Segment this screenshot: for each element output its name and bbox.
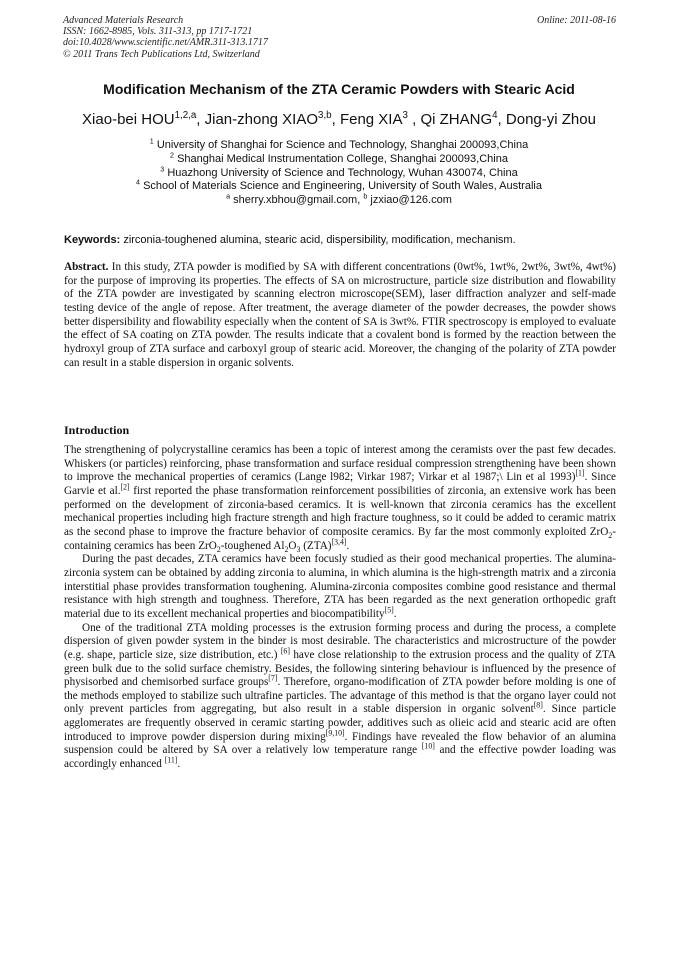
subscript: 2	[216, 544, 221, 554]
affiliation	[0, 164, 678, 181]
journal-copyright: © 2011 Trans Tech Publications Ltd, Switzerland	[63, 48, 260, 60]
author-name: Feng XIA	[339, 111, 403, 128]
email-mark: b	[363, 192, 368, 201]
journal-doi: doi:10.4028/www.scientific.net/AMR.311-313.1717	[63, 37, 268, 49]
paragraph-text: The strengthening of polycrystalline ceramics has been a topic of interest among the ceramists over the past few decades. Whiskers (or particles) reinforcing, phase transformation and surface residual compression strengthening have been shown to improve the mechanical properties of ceramics (Lange l982; Virkar 1987; Virkar et al 1987;\ Lin et al 1993)	[64, 444, 616, 484]
affiliation-number: 4	[136, 178, 141, 187]
affiliation-number: 3	[160, 164, 165, 173]
paragraph-text: One of the traditional ZTA molding processes is the extrusion forming process and during the process, a complete dispersion of given powder system in the binder is most desirable. The characteristics and microstructure of the powder (e.g. shape, particle size, size distribution, etc.)	[64, 621, 616, 661]
email-line	[0, 194, 678, 208]
citation[interactable]: [8]	[533, 700, 543, 710]
paragraph-text: .	[393, 607, 397, 620]
paragraph-text: -containing ceramics has been ZrO	[64, 525, 616, 552]
author-affiliation-mark: 3,b	[318, 110, 332, 121]
paragraph-text: During the past decades, ZTA ceramics have been focusly studied as their good mechanical properties. The alumina-zirconia system can be obtained by adding zirconia to alumina, in which alumina is the high-strength matrix and a zirconia interstitial phase provides transformation toughening. Alumina-zirconia composites combine good resistance and thermal resistance with high strength and toughness. Therefore, ZTA has been regarded as the next generation orthopedic graft material due to its excellent mechanical properties and biocompatibility	[64, 553, 616, 620]
paragraph-text: have close relationship to the extrusion process and the quality of ZTA green bulk due to the solid surface chemistry. Besides, the following sintering behaviour is influenced by the presence of physisorbed and chemisorbed surface groups	[64, 648, 616, 689]
citation[interactable]: [3,4]	[331, 536, 347, 546]
affiliation-text: Huazhong University of Science and Technology, Wuhan 430074, China	[167, 166, 518, 179]
subscript: 2	[284, 544, 289, 554]
author-affiliation-mark: 3	[402, 110, 408, 121]
affiliation	[0, 180, 678, 194]
author-affiliation-mark: 4	[492, 110, 498, 121]
affiliation	[0, 153, 678, 167]
affiliation-text: Shanghai Medical Instrumentation College, Shanghai 200093,China	[177, 152, 508, 165]
paragraph-text: .	[346, 539, 350, 552]
paragraph-text: (ZTA)	[300, 539, 332, 552]
citation[interactable]: [10]	[421, 741, 435, 751]
introduction-body	[64, 444, 616, 772]
citation[interactable]: [9,10]	[325, 728, 345, 738]
citation[interactable]: [1]	[575, 468, 585, 478]
paragraph-text: . Since Garvie et al.	[64, 471, 617, 497]
citation[interactable]: [2]	[120, 482, 130, 492]
email-a[interactable]: sherry.xbhou@gmail.com,	[233, 194, 361, 207]
affiliation	[0, 139, 678, 153]
author-name: Qi ZHANG	[420, 111, 493, 128]
keywords	[64, 233, 616, 247]
affiliation-number: 2	[170, 151, 175, 160]
journal-name: Advanced Materials Research	[63, 15, 184, 26]
subscript: 2	[608, 531, 613, 541]
email-b[interactable]: jzxiao@126.com	[370, 194, 452, 207]
subscript: 3	[296, 544, 301, 554]
journal-header	[63, 15, 268, 60]
citation[interactable]: [5]	[384, 605, 394, 615]
keywords-text: zirconia-toughened alumina, stearic acid, dispersibility, modification, mechanism.	[123, 234, 516, 246]
affiliation-text: University of Shanghai for Science and Technology, Shanghai 200093,China	[156, 139, 529, 151]
author-affiliation-mark: 1,2,a	[174, 110, 197, 121]
author-name: Xiao-bei HOU	[82, 111, 175, 128]
abstract	[64, 261, 616, 370]
online-date: Online: 2011-08-16	[537, 15, 616, 26]
paragraph	[64, 553, 616, 621]
affiliation-list	[0, 139, 678, 208]
paragraph-text: . Therefore, organo-modification of ZTA powder before molding is one of the methods employed to stabilize such ultrafine particles. The advantage of this method is that the organo layer could not only prevent particles from aggregating, but also result in a stable dispersion in organic solvent	[64, 676, 616, 716]
abstract-label: Abstract.	[64, 261, 109, 273]
affiliation-number: 1	[149, 137, 154, 146]
journal-issn: ISSN: 1662-8985, Vols. 311-313, pp 1717-1721	[63, 26, 253, 38]
section-heading-introduction: Introduction	[64, 423, 130, 437]
citation[interactable]: [11]	[164, 755, 178, 765]
citation[interactable]: [7]	[268, 673, 278, 683]
paragraph-text: first reported the phase transformation reinforcement possibilities of zirconia, an extensive work has been performed on the development of zirconia-based ceramics. It is well-known that zirconia ceramics has the excellent mechanical properties including high fracture strength and high fracture toughness, so it could be added to ceramic matrix as the second phase to improve the fracture behavior of composite ceramics. By far the most commonly exploited ZrO	[64, 484, 616, 538]
paper-title: Modification Mechanism of the ZTA Ceramic Powders with Stearic Acid	[103, 81, 575, 97]
abstract-text: In this study, ZTA powder is modified by SA with different concentrations (0wt%, 1wt%, 2wt%, 3wt%, 4wt%) for the purpose of improving its properties. The effects of SA on microstructure, particle size distribution and flowability of the ZTA powder are investigated by scanning electron microscope(SEM), laser diffraction analyzer and self-made testing device of the angle of repose. After treatment, the average diameter of the powder decreases, the powder shows better dispersibility and flowability especially when the content of SA is 3wt%. FTIR spectroscopy is employed to evaluate the effect of SA coating on ZTA powder. The results indicate that a covalent bond is formed by the reaction between the hydroxyl group of ZTA surface and carboxyl group of stearic acid. Moreover, the changing of the polarity of ZTA powder can result in a stable dispersion in organic solvents.	[64, 261, 616, 369]
paragraph	[64, 622, 616, 772]
paragraph-text: O	[288, 539, 297, 552]
paragraph-text: .	[177, 758, 181, 771]
paragraph-text: . Findings have revealed the flow behavior of an alumina suspension could be altered by SA over a relatively low temperature range	[64, 730, 616, 757]
paragraph-text: . Since particle agglomerates are frequently observed in ceramic starting powder, additives such as olieic acid and stearic acid are often introduced to improve powder dispersion during mixing	[64, 703, 616, 743]
author-name: Dong-yi Zhou	[505, 111, 596, 128]
paragraph-text: -toughened Al	[220, 539, 285, 552]
citation[interactable]: [6]	[280, 646, 290, 656]
affiliation-text: School of Materials Science and Engineering, University of South Wales, Australia	[143, 180, 542, 193]
author-name: Jian-zhong XIAO	[204, 111, 319, 128]
paragraph	[64, 444, 616, 553]
keywords-label: Keywords:	[64, 234, 121, 246]
author-list: Xiao-bei HOU$^{1,2,a}$, Jian-zhong XIAO$^{3,b}$, Feng XIA$^3$ , Qi ZHANG$^4$, Dong-yi Zhou	[82, 110, 596, 128]
paragraph-text: and the effective powder loading was accordingly enhanced	[64, 744, 617, 771]
email-mark: a	[226, 192, 231, 201]
